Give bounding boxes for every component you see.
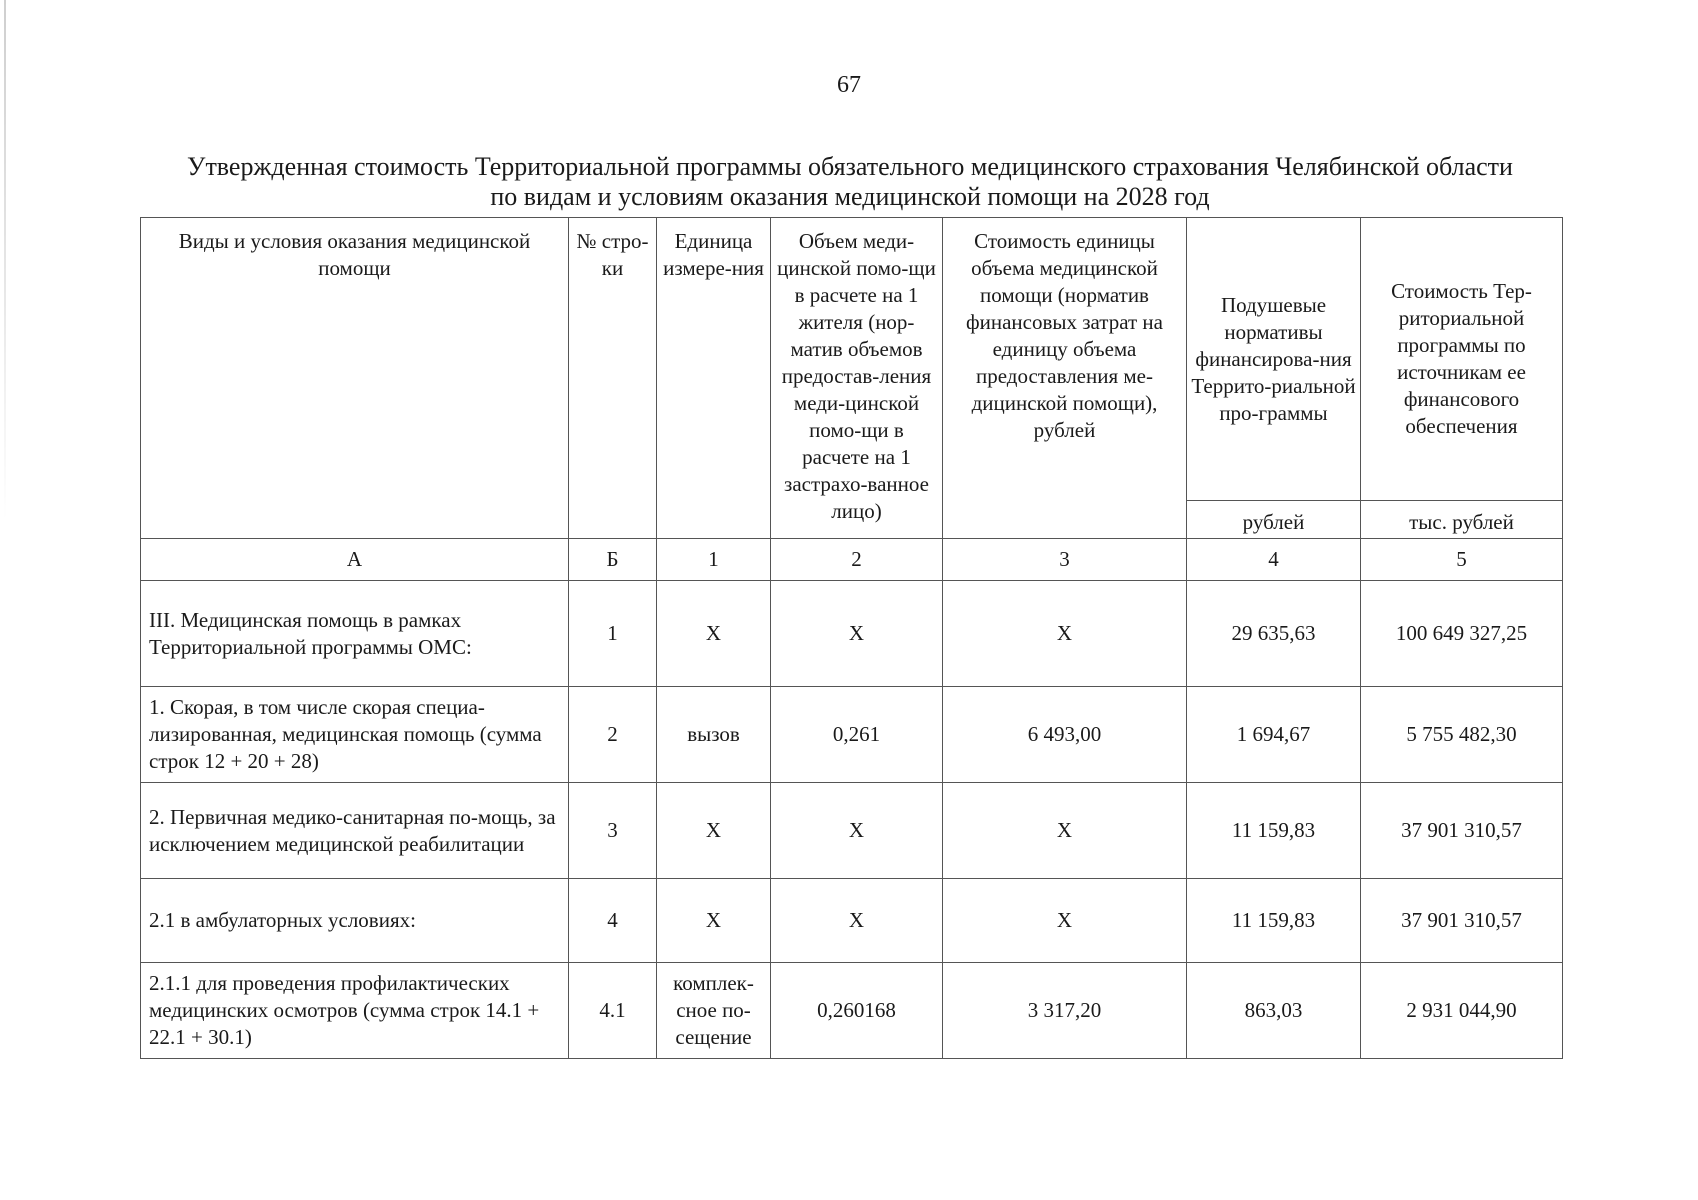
cell-row-no: 2	[569, 687, 657, 783]
cell-row-no: 4	[569, 879, 657, 963]
page-number: 67	[837, 72, 861, 98]
cell-cost: Х	[943, 879, 1187, 963]
cell-cost: Х	[943, 783, 1187, 879]
cell-name: 2. Первичная медико-санитарная по-мощь, за исключением медицинской реабилитации	[141, 783, 569, 879]
header-row-no: № стро-ки	[569, 218, 657, 539]
header-unit: Единица измере-ния	[657, 218, 771, 539]
cell-total: 37 901 310,57	[1361, 879, 1563, 963]
cell-unit: Х	[657, 581, 771, 687]
cell-unit: вызов	[657, 687, 771, 783]
table-row	[141, 783, 1563, 879]
column-letter: 2	[771, 539, 943, 581]
column-letter: 1	[657, 539, 771, 581]
column-letter: 4	[1187, 539, 1361, 581]
cell-total: 37 901 310,57	[1361, 783, 1563, 879]
cell-cost: 6 493,00	[943, 687, 1187, 783]
header-total: Стоимость Тер-риториальной программы по источникам ее финансового обеспечения	[1361, 218, 1563, 501]
cell-cost: Х	[943, 581, 1187, 687]
table-row	[141, 581, 1563, 687]
header-volume: Объем меди-цинской помо-щи в расчете на 1 жителя (нор-матив объемов предостав-ления меди-цинской помо-щи в расчете на 1 застрахо-ванное лицо)	[771, 218, 943, 539]
cell-volume: Х	[771, 783, 943, 879]
cell-per-capita: 11 159,83	[1187, 783, 1361, 879]
cell-volume: 0,261	[771, 687, 943, 783]
cell-cost: 3 317,20	[943, 963, 1187, 1059]
cell-per-capita: 11 159,83	[1187, 879, 1361, 963]
cell-volume: Х	[771, 879, 943, 963]
cell-name: III. Медицинская помощь в рамках Территориальной программы ОМС:	[141, 581, 569, 687]
title-line-2: по видам и условиям оказания медицинской помощи на 2028 год	[490, 182, 1210, 211]
column-letter: Б	[569, 539, 657, 581]
column-letter: 5	[1361, 539, 1563, 581]
column-letters-row	[141, 539, 1563, 581]
cell-total: 100 649 327,25	[1361, 581, 1563, 687]
cell-total: 2 931 044,90	[1361, 963, 1563, 1059]
cell-row-no: 3	[569, 783, 657, 879]
cell-unit: комплек-сное по-сещение	[657, 963, 771, 1059]
table-row	[141, 687, 1563, 783]
table-row	[141, 879, 1563, 963]
cell-row-no: 1	[569, 581, 657, 687]
cell-unit: Х	[657, 879, 771, 963]
header-per-capita-unit: рублей	[1187, 501, 1361, 539]
cell-name: 2.1.1 для проведения профилактических медицинских осмотров (сумма строк 14.1 + 22.1 + 30.1)	[141, 963, 569, 1059]
header-cost: Стоимость единицы объема медицинской помощи (норматив финансовых затрат на единицу объема предоставления ме-дицинской помощи), рублей	[943, 218, 1187, 539]
column-letter: А	[141, 539, 569, 581]
document-title	[100, 152, 1600, 212]
column-letter: 3	[943, 539, 1187, 581]
header-row	[141, 218, 1563, 501]
cell-volume: 0,260168	[771, 963, 943, 1059]
header-type: Виды и условия оказания медицинской помощи	[141, 218, 569, 539]
cell-per-capita: 29 635,63	[1187, 581, 1361, 687]
header-per-capita: Подушевые нормативы финансирова-ния Террито-риальной про-граммы	[1187, 218, 1361, 501]
cell-per-capita: 863,03	[1187, 963, 1361, 1059]
cell-name: 2.1 в амбулаторных условиях:	[141, 879, 569, 963]
cell-volume: Х	[771, 581, 943, 687]
header-total-unit: тыс. рублей	[1361, 501, 1563, 539]
cell-row-no: 4.1	[569, 963, 657, 1059]
cell-total: 5 755 482,30	[1361, 687, 1563, 783]
cost-table	[140, 217, 1563, 1059]
cell-per-capita: 1 694,67	[1187, 687, 1361, 783]
title-line-1: Утвержденная стоимость Территориальной программы обязательного медицинского страхования Челябинской области	[187, 152, 1513, 181]
table-row	[141, 963, 1563, 1059]
cell-name: 1. Скорая, в том числе скорая специа-лизированная, медицинская помощь (сумма строк 12 + 20 + 28)	[141, 687, 569, 783]
cell-unit: Х	[657, 783, 771, 879]
